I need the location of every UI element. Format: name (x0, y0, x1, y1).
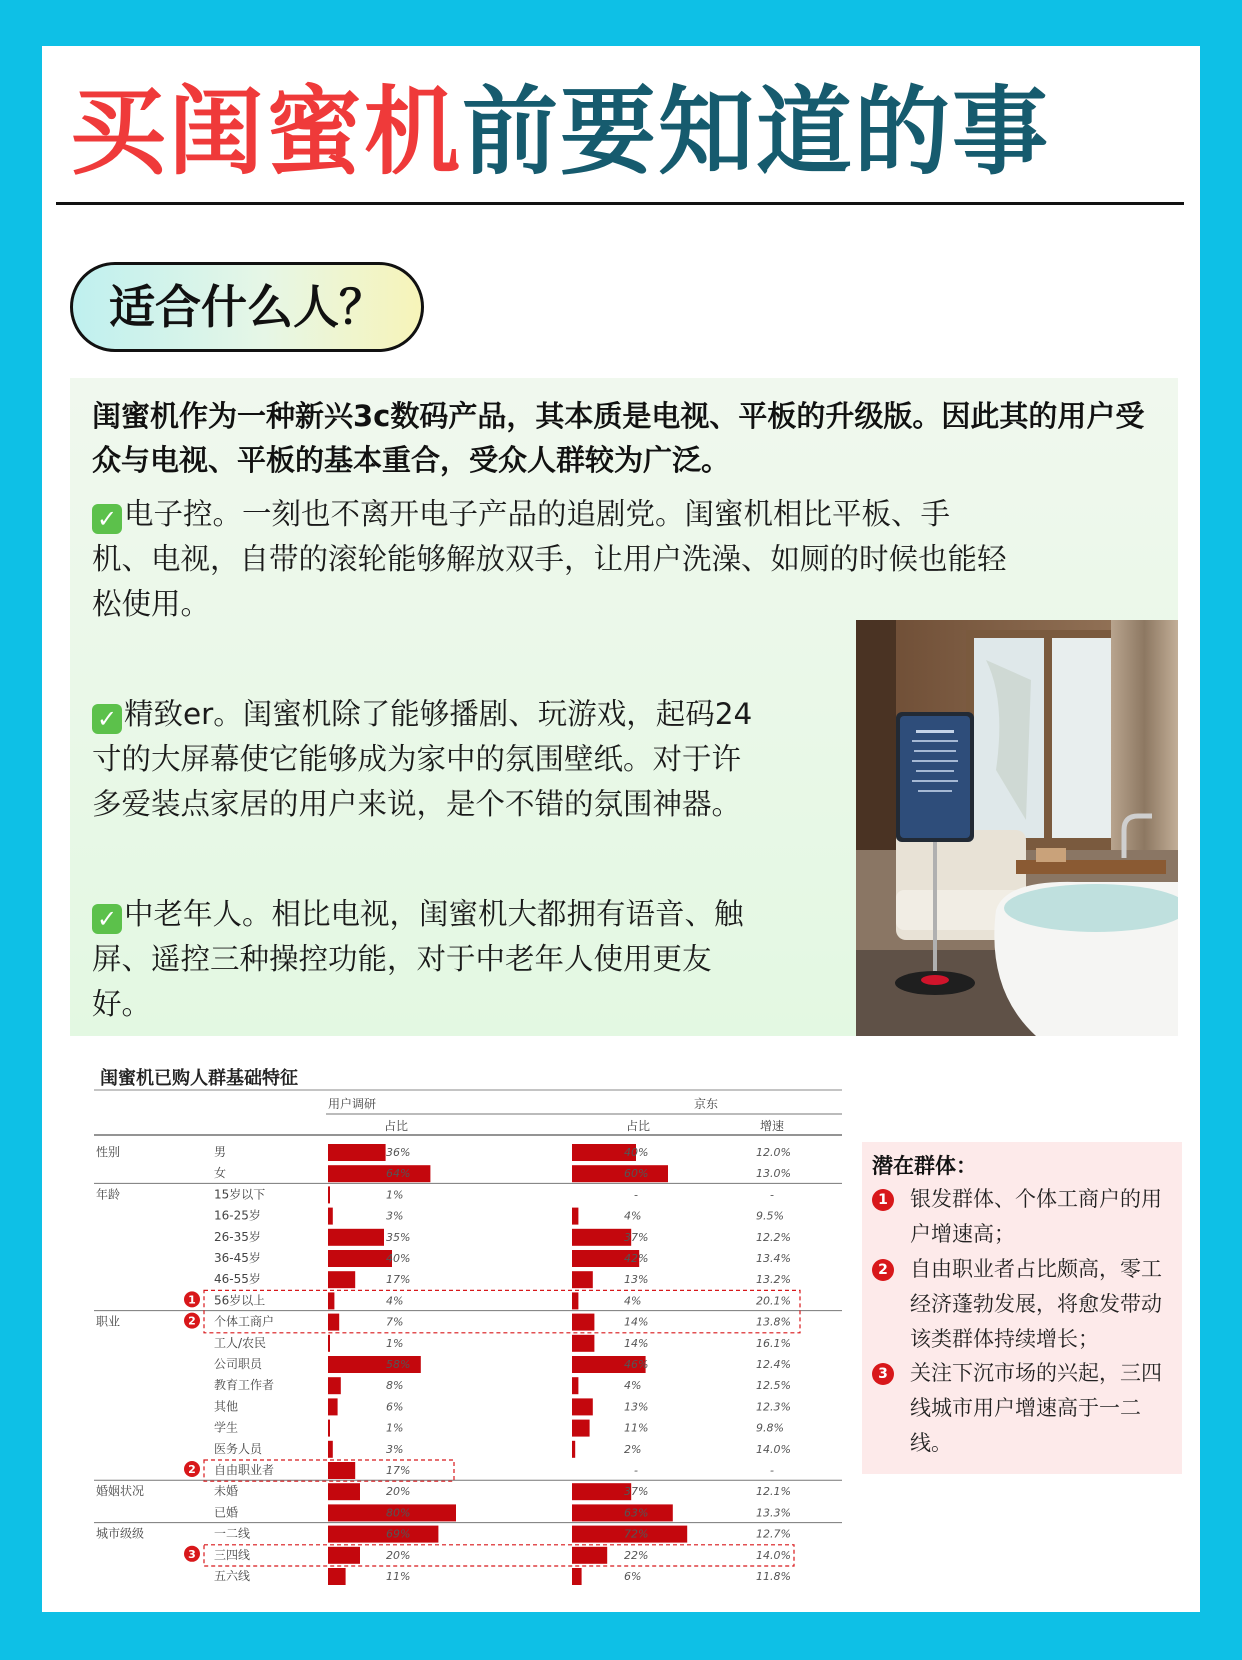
highlight-box-1 (204, 1290, 800, 1332)
value-jd: 63% (624, 1506, 649, 1520)
value-growth: 20.1% (756, 1294, 791, 1308)
value-survey: 36% (386, 1146, 411, 1159)
potential-groups-title: 潜在群体： (872, 1154, 977, 1178)
value-growth: 13.2% (756, 1273, 791, 1287)
value-survey: 1% (386, 1188, 404, 1202)
chart-title: 闺蜜机已购人群基础特征 (100, 1068, 298, 1089)
bar-survey (328, 1462, 355, 1479)
point-elderly: ✓ 中老年人。相比电视，闺蜜机大都拥有语音、触 屏、遥控三种操控功能，对于中老年人使用更友 好。 (92, 897, 744, 1021)
value-survey: 58% (386, 1358, 411, 1371)
bar-jd (572, 1547, 607, 1564)
value-jd: 22% (624, 1548, 649, 1562)
value-growth: 12.3% (756, 1400, 791, 1414)
page-title (70, 78, 1180, 186)
bar-jd (572, 1483, 631, 1500)
bar-survey (328, 1165, 430, 1182)
value-growth: 14.0% (756, 1548, 791, 1562)
row-label: 女 (214, 1166, 227, 1181)
bar-jd (572, 1271, 593, 1288)
value-growth: 13.4% (756, 1252, 791, 1265)
bar-survey (328, 1186, 330, 1203)
row-label: 46-55岁 (214, 1272, 261, 1287)
column-header-jd-share: 占比 (626, 1119, 651, 1133)
value-survey: 1% (386, 1336, 404, 1350)
row-label: 自由职业者 (214, 1463, 275, 1477)
row-label: 一二线 (214, 1526, 251, 1541)
bar-survey (328, 1398, 338, 1415)
bar-survey (328, 1483, 360, 1500)
value-survey: 4% (386, 1294, 404, 1308)
value-growth: 12.5% (756, 1379, 791, 1393)
number-badge: 3 (872, 1363, 894, 1385)
value-survey: 40% (386, 1252, 411, 1265)
row-category: 婚姻状况 (96, 1484, 145, 1499)
bar-survey (328, 1335, 330, 1352)
number-badge: 1 (872, 1189, 894, 1211)
title-part-teal: 前要知道的事 (462, 76, 1050, 188)
value-jd: 72% (624, 1527, 649, 1541)
value-jd: 2% (624, 1442, 642, 1456)
value-growth: 14.0% (756, 1442, 791, 1456)
value-jd: 11% (624, 1421, 649, 1435)
value-survey: 17% (386, 1464, 411, 1477)
column-header-survey-share: 占比 (384, 1119, 409, 1133)
marker-number: 2 (188, 1463, 196, 1476)
bar-survey (328, 1292, 334, 1309)
check-icon: ✓ (92, 504, 122, 534)
bar-jd (572, 1441, 575, 1458)
value-jd: 13% (624, 1273, 649, 1287)
marker-number: 2 (188, 1314, 196, 1328)
bathroom-photo (856, 620, 1178, 1036)
bar-jd (572, 1377, 578, 1394)
value-jd: 6% (624, 1570, 642, 1583)
row-label: 男 (214, 1145, 227, 1159)
row-label: 医务人员 (214, 1441, 263, 1456)
bar-jd (572, 1504, 673, 1521)
value-survey: 7% (386, 1315, 404, 1329)
row-label: 教育工作者 (214, 1378, 275, 1393)
value-growth: 12.7% (756, 1527, 791, 1541)
value-growth: 12.2% (756, 1230, 791, 1244)
value-growth: 11.8% (756, 1570, 791, 1583)
value-survey: 20% (386, 1548, 411, 1562)
row-category: 性别 (96, 1145, 121, 1159)
bar-jd (572, 1165, 668, 1182)
row-label: 五六线 (214, 1569, 251, 1583)
value-jd: 40% (624, 1146, 649, 1159)
value-jd: 4% (624, 1379, 642, 1393)
value-jd: - (634, 1464, 638, 1477)
group-header-jd: 京东 (694, 1097, 719, 1111)
value-jd: 14% (624, 1336, 649, 1350)
row-label: 未婚 (214, 1484, 239, 1499)
bar-survey (328, 1208, 333, 1225)
value-growth: 13.0% (756, 1167, 791, 1181)
bar-jd (572, 1292, 578, 1309)
row-label: 15岁以下 (214, 1187, 266, 1202)
value-jd: - (634, 1188, 638, 1202)
column-header-growth: 增速 (760, 1119, 785, 1133)
point-refined: ✓ 精致er。闺蜜机除了能够播剧、玩游戏，起码24 寸的大屏幕使它能够成为家中的氛围壁纸。对于许 多爱装点家居的用户来说，是个不错的氛围神器。 (92, 697, 753, 821)
value-survey: 3% (386, 1209, 404, 1223)
row-label: 56岁以上 (214, 1293, 266, 1308)
title-divider (56, 202, 1184, 205)
bar-survey (328, 1568, 346, 1585)
bar-jd (572, 1314, 594, 1331)
row-label: 16-25岁 (214, 1208, 261, 1223)
section-heading: 适合什么人？ (70, 262, 424, 352)
bar-jd (572, 1568, 582, 1585)
group-header-survey: 用户调研 (328, 1097, 377, 1111)
value-growth: - (770, 1464, 774, 1477)
value-survey: 6% (386, 1400, 404, 1414)
bar-survey (328, 1377, 341, 1394)
bar-survey (328, 1144, 386, 1161)
potential-group-2: 2 自由职业者占比颇高，零工 经济蓬勃发展，将愈发带动 该类群体持续增长； (866, 1252, 1182, 1357)
row-category: 职业 (96, 1314, 121, 1329)
value-jd: 14% (624, 1315, 649, 1329)
marker-number: 1 (188, 1293, 196, 1307)
value-survey: 64% (386, 1167, 411, 1181)
bar-survey (328, 1314, 339, 1331)
value-jd: 37% (624, 1230, 649, 1244)
value-growth: - (770, 1188, 774, 1202)
value-growth: 12.0% (756, 1146, 791, 1159)
potential-group-3: 3 关注下沉市场的兴起，三四 线城市用户增速高于一二线。 (866, 1356, 1182, 1461)
value-survey: 69% (386, 1527, 411, 1541)
bar-survey (328, 1420, 330, 1437)
row-label: 36-45岁 (214, 1251, 261, 1265)
value-survey: 35% (386, 1230, 411, 1244)
row-label: 公司职员 (214, 1357, 263, 1371)
potential-group-1: 1 银发群体、个体工商户的用 户增速高； (866, 1182, 1182, 1252)
value-jd: 4% (624, 1209, 642, 1223)
number-badge: 2 (872, 1259, 894, 1281)
intro-text: 闺蜜机作为一种新兴3c数码产品，其本质是电视、平板的升级版。因此其的用户受众与电视、平板的基本重合，受众人群较为广泛。 (92, 399, 1145, 477)
highlight-box-3 (204, 1545, 794, 1566)
bar-jd (572, 1208, 578, 1225)
bar-jd (572, 1335, 594, 1352)
bar-jd (572, 1398, 593, 1415)
row-category: 年龄 (96, 1187, 121, 1202)
row-label: 其他 (214, 1399, 239, 1414)
value-growth: 16.1% (756, 1336, 791, 1350)
value-jd: 46% (624, 1358, 649, 1371)
row-label: 工人/农民 (214, 1335, 267, 1350)
bathroom-photo-illustration (856, 620, 1178, 1036)
bar-survey (328, 1441, 333, 1458)
value-survey: 20% (386, 1485, 411, 1499)
value-growth: 12.1% (756, 1485, 791, 1499)
bar-jd (572, 1229, 631, 1246)
value-survey: 8% (386, 1379, 404, 1393)
point-electronics: ✓ 电子控。一刻也不离开电子产品的追剧党。闺蜜机相比平板、手 机、电视，自带的滚轮能够解放双手，让用户洗澡、如厕的时候也能轻 松使用。 (92, 497, 1007, 621)
value-survey: 3% (386, 1442, 404, 1456)
value-jd: 13% (624, 1400, 649, 1414)
value-growth: 9.5% (756, 1209, 784, 1223)
value-survey: 11% (386, 1570, 411, 1583)
row-label: 个体工商户 (214, 1314, 275, 1329)
row-label: 三四线 (214, 1547, 251, 1562)
check-icon: ✓ (92, 704, 122, 734)
value-survey: 80% (386, 1506, 411, 1520)
bar-survey (328, 1229, 384, 1246)
row-label: 26-35岁 (214, 1229, 261, 1244)
row-category: 城市级级 (96, 1526, 145, 1541)
check-icon: ✓ (92, 904, 122, 934)
value-growth: 12.4% (756, 1358, 791, 1371)
value-growth: 13.3% (756, 1506, 791, 1520)
bar-survey (328, 1250, 392, 1267)
bar-survey (328, 1271, 355, 1288)
value-jd: 4% (624, 1294, 642, 1308)
value-growth: 9.8% (756, 1421, 784, 1435)
buyer-features-table (94, 1086, 844, 1586)
row-label: 学生 (214, 1420, 239, 1435)
bar-survey (328, 1547, 360, 1564)
value-jd: 42% (624, 1252, 649, 1265)
title-part-red: 买闺蜜机 (70, 76, 462, 188)
bar-survey (328, 1526, 438, 1543)
potential-groups-box (862, 1142, 1182, 1474)
bar-jd (572, 1420, 590, 1437)
value-jd: 60% (624, 1167, 649, 1181)
marker-number: 3 (188, 1547, 196, 1561)
value-growth: 13.8% (756, 1315, 791, 1329)
value-survey: 17% (386, 1273, 411, 1287)
row-label: 已婚 (214, 1505, 239, 1520)
value-jd: 37% (624, 1485, 649, 1499)
value-survey: 1% (386, 1421, 404, 1435)
